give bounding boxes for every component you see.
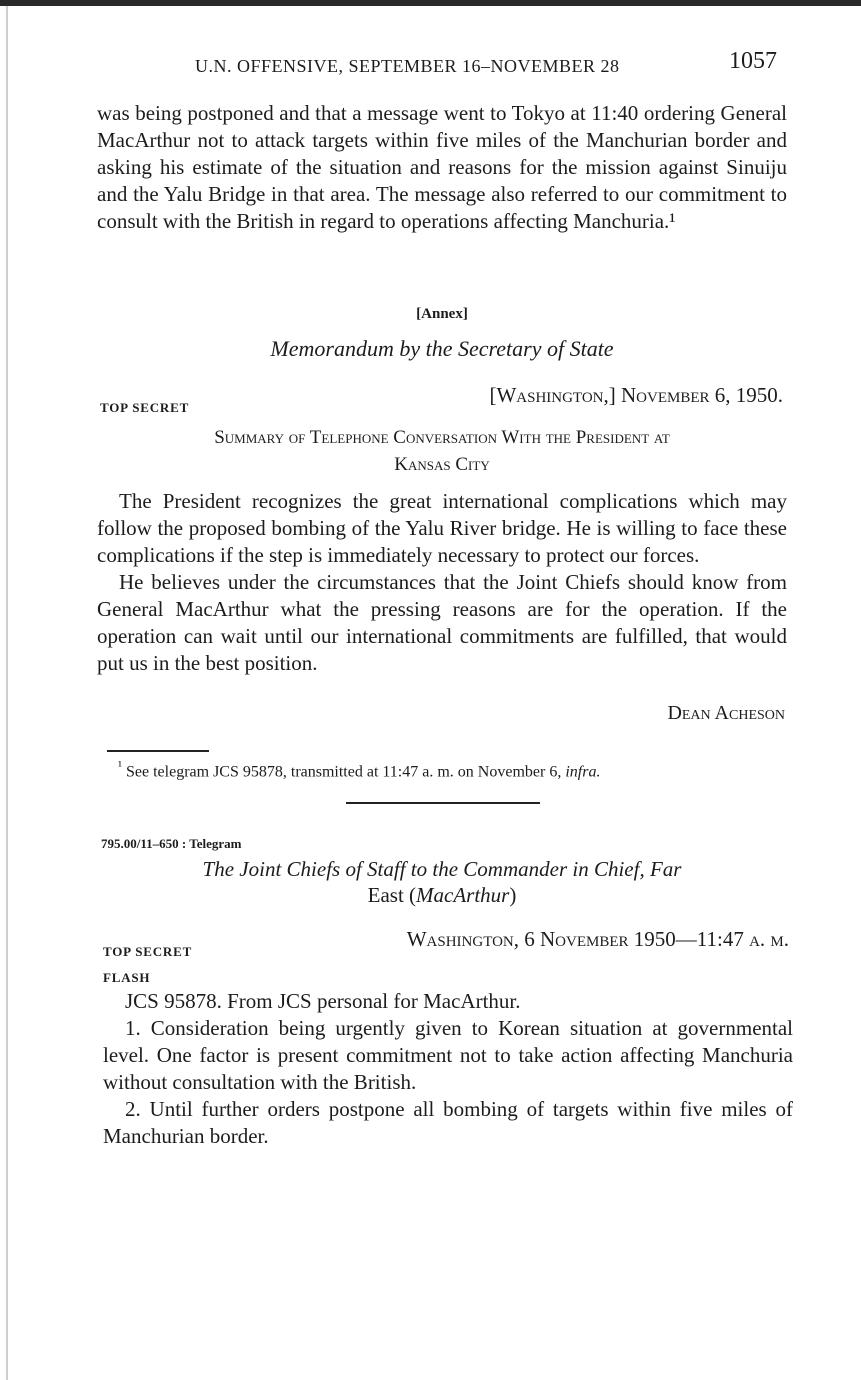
telegram-classification: TOP SECRET	[103, 944, 193, 959]
footnote-rule	[107, 750, 209, 752]
summary-heading	[97, 424, 787, 478]
footnote	[118, 758, 600, 781]
memorandum-paragraph-1: The President recognizes the great international complications which may follow the proposed bombing of the Yalu River bridge. He is willing to face these complications if the step is immediately necessary to protect our forces.	[97, 489, 787, 567]
summary-heading-line1: Summary of Telephone Conversation With the President at	[214, 427, 670, 448]
memorandum-body	[97, 488, 787, 677]
telegram-place-date: Washington, 6 November 1950—11:47 a. m.	[406, 927, 789, 951]
telegram-paragraph-2: 1. Consideration being urgently given to Korean situation at governmental level. One factor is present commitment not to take action affecting Manchuria without consultation with the British.	[103, 1016, 793, 1094]
footnote-marker: ¹	[118, 758, 122, 773]
signature: Dean Acheson	[667, 702, 785, 724]
intro-paragraph	[97, 100, 787, 235]
telegram-body	[103, 988, 793, 1150]
scan-top-border	[0, 0, 861, 6]
telegram-title	[97, 856, 787, 908]
footnote-italic: infra.	[565, 763, 601, 781]
footnote-text: See telegram JCS 95878, transmitted at 11:47 a. m. on November 6,	[126, 763, 566, 781]
annex-label: [Annex]	[416, 306, 468, 322]
running-header: U.N. OFFENSIVE, SEPTEMBER 16–NOVEMBER 28	[195, 56, 620, 76]
telegram-paragraph-1: JCS 95878. From JCS personal for MacArthur.	[125, 989, 521, 1013]
annex-classification: TOP SECRET	[100, 400, 190, 415]
telegram-title-line1: The Joint Chiefs of Staff to the Commander in Chief, Far	[202, 857, 682, 881]
annex-place-date: [Washington,] November 6, 1950.	[489, 383, 783, 407]
page-number: 1057	[729, 48, 777, 74]
scan-left-edge	[6, 6, 8, 1380]
memorandum-paragraph-2: He believes under the circumstances that the Joint Chiefs should know from General MacArthur what the pressing reasons are for the operation. If the operation can wait until our international commitments are fulfilled, that would put us in the best position.	[97, 570, 787, 675]
telegram-title-line2: East (MacArthur)	[367, 883, 517, 907]
intro-paragraph-text: was being postponed and that a message went to Tokyo at 11:40 ordering General MacArthur not to attack targets within five miles of the Manchurian border and asking his estimate of the situation and reasons for the mission against Sinuiju and the Yalu Bridge in that area. The message also referred to our commitment to consult with the British in regard to operations affecting Manchuria.¹	[97, 101, 787, 233]
memorandum-title: Memorandum by the Secretary of State	[270, 336, 614, 361]
summary-heading-line2: Kansas City	[394, 454, 490, 475]
file-number: 795.00/11–650 : Telegram	[101, 836, 242, 851]
telegram-paragraph-3: 2. Until further orders postpone all bombing of targets within five miles of Manchurian border.	[103, 1097, 793, 1148]
section-divider	[346, 802, 540, 804]
telegram-precedence: FLASH	[103, 970, 151, 985]
